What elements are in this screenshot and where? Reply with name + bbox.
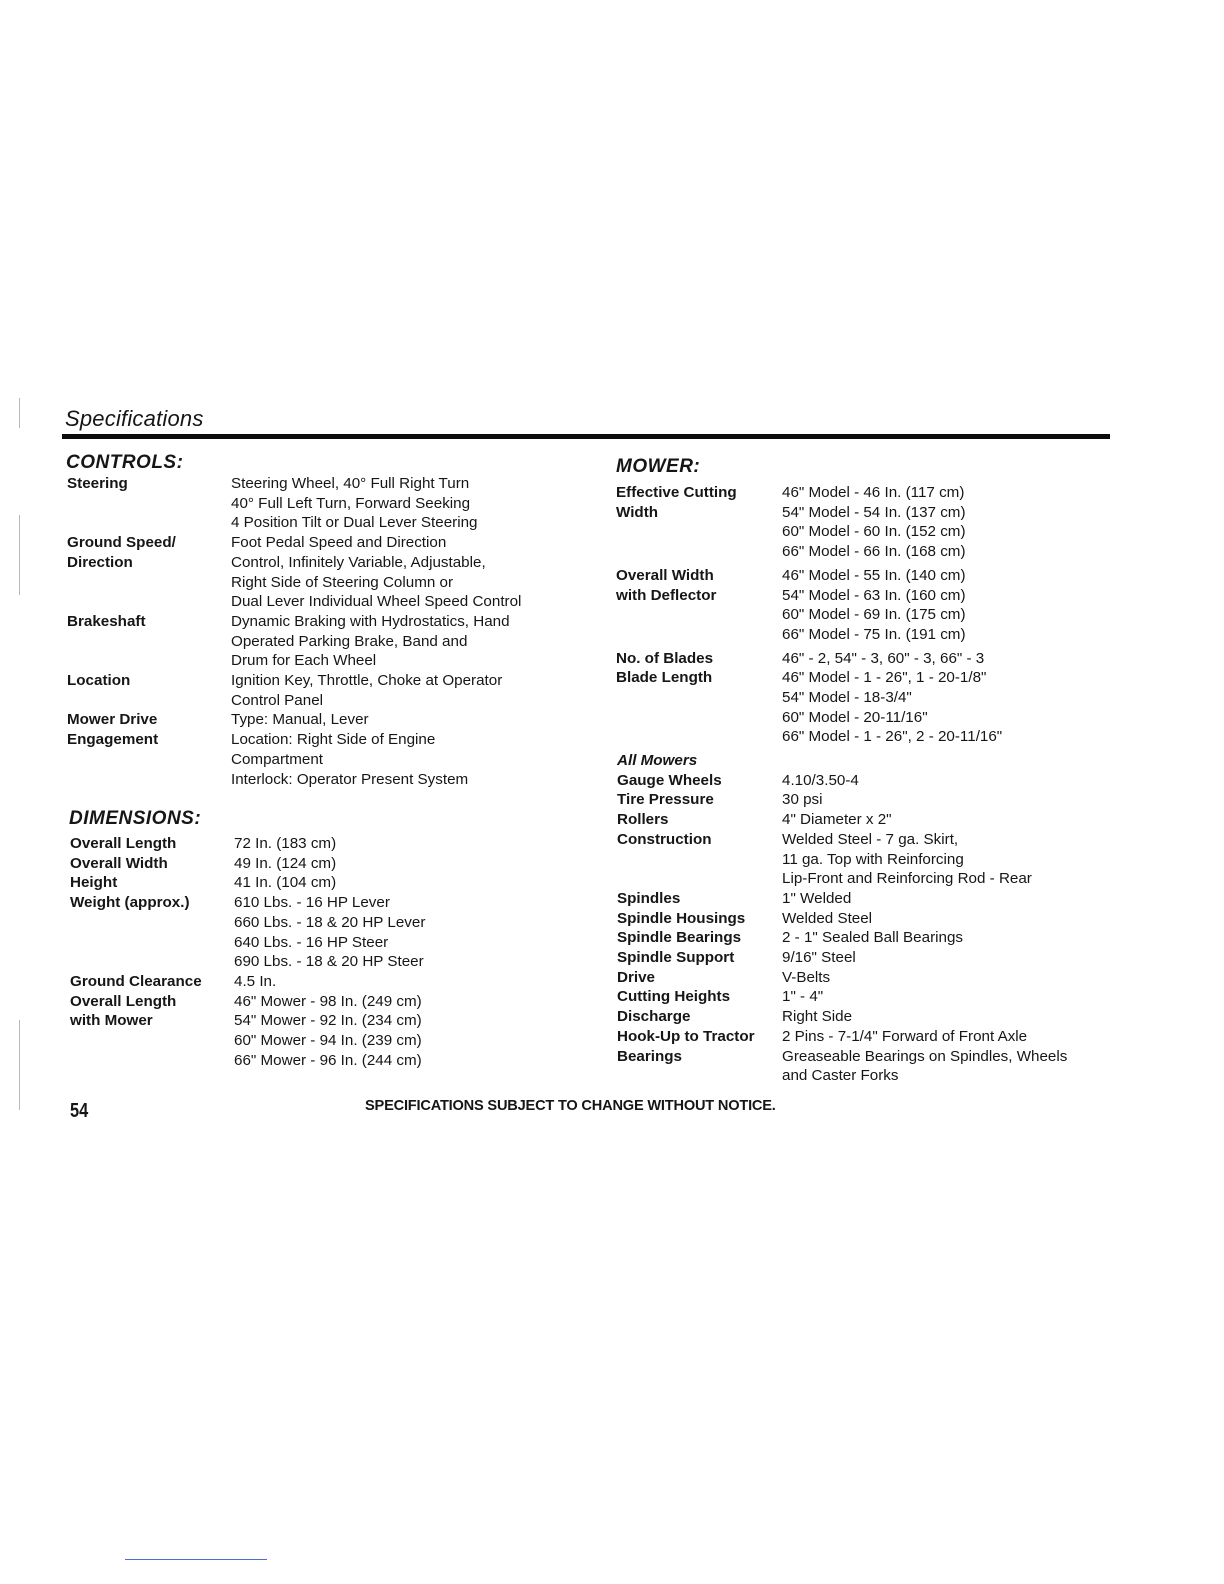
spec-value-line: 30 psi bbox=[782, 791, 823, 809]
spec-value-line: Right Side of Steering Column or bbox=[231, 573, 454, 591]
spec-value-line: 690 Lbs. - 18 & 20 HP Steer bbox=[234, 953, 424, 971]
spec-label bbox=[70, 834, 234, 854]
footer-note: SPECIFICATIONS SUBJECT TO CHANGE WITHOUT NOTICE. bbox=[365, 1098, 776, 1114]
spec-row bbox=[616, 668, 1002, 747]
spec-value-line: 9/16" Steel bbox=[782, 949, 856, 967]
spec-value-line: V-Belts bbox=[782, 968, 831, 986]
spec-value-line: Type: Manual, Lever bbox=[231, 711, 369, 729]
spec-value bbox=[231, 533, 521, 612]
spec-label-line: with Deflector bbox=[616, 586, 717, 604]
mower-rows bbox=[616, 483, 1002, 747]
spec-value-line: 640 Lbs. - 16 HP Steer bbox=[234, 933, 389, 951]
spec-value-line: Welded Steel - 7 ga. Skirt, bbox=[782, 830, 959, 848]
spec-value-line: 2 - 1" Sealed Ball Bearings bbox=[782, 929, 963, 947]
spec-label-line: Discharge bbox=[617, 1008, 691, 1026]
spec-label bbox=[70, 992, 234, 1071]
spec-label bbox=[617, 948, 782, 968]
spec-value-line: Welded Steel bbox=[782, 909, 873, 927]
spec-value bbox=[231, 671, 502, 710]
spec-label-line: Engagement bbox=[67, 731, 159, 749]
spec-value bbox=[782, 830, 1032, 889]
spec-label bbox=[616, 668, 782, 747]
spec-label-line: Overall Length bbox=[70, 835, 177, 852]
spec-value-line: 41 In. (104 cm) bbox=[234, 874, 337, 892]
spec-label bbox=[70, 893, 234, 972]
spec-row bbox=[617, 1047, 1067, 1086]
spec-value bbox=[782, 889, 851, 909]
spec-row bbox=[617, 889, 1067, 909]
spec-value bbox=[231, 612, 510, 671]
spec-value-line: Compartment bbox=[231, 750, 324, 768]
controls-heading: CONTROLS: bbox=[66, 452, 184, 473]
spec-value-line: Dynamic Braking with Hydrostatics, Hand bbox=[231, 612, 510, 630]
spec-row bbox=[617, 1027, 1067, 1047]
spec-row bbox=[617, 771, 1067, 791]
spec-label bbox=[617, 987, 782, 1007]
spec-row bbox=[617, 987, 1067, 1007]
spec-row bbox=[617, 928, 1067, 948]
all-mowers-table bbox=[617, 751, 1067, 1086]
title-rule bbox=[62, 434, 1110, 439]
spec-row bbox=[617, 830, 1067, 889]
spec-value bbox=[782, 771, 859, 791]
spec-row bbox=[67, 533, 521, 612]
spec-label-line: Overall Width bbox=[616, 566, 714, 584]
spec-value-line: 54" Model - 54 In. (137 cm) bbox=[782, 503, 966, 521]
spec-value-line: 2 Pins - 7-1/4" Forward of Front Axle bbox=[782, 1027, 1028, 1045]
spec-row bbox=[617, 948, 1067, 968]
spec-value bbox=[782, 566, 966, 645]
spec-value-line: Control Panel bbox=[231, 691, 324, 709]
spec-label bbox=[616, 566, 782, 645]
spec-label-line: Gauge Wheels bbox=[617, 771, 722, 789]
spec-value-line: 4" Diameter x 2" bbox=[782, 811, 892, 829]
spec-value bbox=[234, 834, 336, 854]
mower-heading: MOWER: bbox=[616, 456, 701, 477]
spec-value-line: 4 Position Tilt or Dual Lever Steering bbox=[231, 514, 478, 532]
spec-label bbox=[617, 771, 782, 791]
spec-value-line: Foot Pedal Speed and Direction bbox=[231, 534, 447, 552]
spec-label-line: Spindle Support bbox=[617, 949, 735, 967]
spec-value-line: 66" Model - 66 In. (168 cm) bbox=[782, 543, 966, 561]
spec-value-line: 1" - 4" bbox=[782, 988, 824, 1006]
spec-value bbox=[782, 790, 823, 810]
spec-label bbox=[70, 854, 234, 874]
spec-label-line: with Mower bbox=[70, 1012, 153, 1030]
spec-label-line: Mower Drive bbox=[67, 711, 158, 729]
spec-row bbox=[616, 649, 1002, 669]
spec-value-line: 46" - 2, 54" - 3, 60" - 3, 66" - 3 bbox=[782, 649, 985, 667]
spec-label-line: Drive bbox=[617, 968, 655, 986]
spec-value-line: 46" Mower - 98 In. (249 cm) bbox=[234, 992, 422, 1010]
spec-value-line: 72 In. (183 cm) bbox=[234, 835, 337, 852]
spec-label-line: Direction bbox=[67, 553, 133, 571]
spec-value-line: 1" Welded bbox=[782, 889, 852, 907]
spec-label bbox=[617, 889, 782, 909]
spec-value bbox=[782, 909, 872, 929]
bottom-link-line bbox=[125, 1559, 267, 1560]
spec-value-line: 40° Full Left Turn, Forward Seeking bbox=[231, 494, 471, 512]
margin-mark bbox=[19, 515, 20, 595]
spec-label-line: Blade Length bbox=[616, 669, 713, 687]
spec-row bbox=[70, 834, 425, 854]
spec-value-line: Interlock: Operator Present System bbox=[231, 770, 469, 788]
page-number: 54 bbox=[70, 1100, 89, 1122]
spec-value bbox=[782, 668, 1002, 747]
spec-value bbox=[782, 483, 966, 562]
spec-value-line: Lip-Front and Reinforcing Rod - Rear bbox=[782, 870, 1032, 888]
spec-value bbox=[234, 992, 422, 1071]
spec-row bbox=[617, 1007, 1067, 1027]
spec-value bbox=[782, 987, 823, 1007]
spec-label bbox=[67, 612, 231, 671]
spec-value-line: Greaseable Bearings on Spindles, Wheels bbox=[782, 1047, 1068, 1065]
spec-label-line: Cutting Heights bbox=[617, 988, 731, 1006]
spec-row bbox=[616, 483, 1002, 562]
spec-row bbox=[67, 612, 521, 671]
spec-row bbox=[70, 992, 425, 1071]
spec-row bbox=[67, 474, 521, 533]
controls-table bbox=[67, 474, 521, 789]
spec-value bbox=[231, 474, 478, 533]
spec-row bbox=[67, 710, 521, 789]
spec-value-line: Ignition Key, Throttle, Choke at Operator bbox=[231, 672, 503, 690]
all-mowers-heading: All Mowers bbox=[617, 752, 698, 769]
spec-value-line: 54" Model - 63 In. (160 cm) bbox=[782, 586, 966, 604]
spec-value bbox=[234, 893, 425, 972]
spec-label-line: Spindle Bearings bbox=[617, 929, 742, 947]
spec-row bbox=[617, 810, 1067, 830]
spec-value bbox=[234, 873, 336, 893]
spec-label-line: Overall Length bbox=[70, 992, 177, 1010]
spec-label-line: Effective Cutting bbox=[616, 484, 737, 501]
margin-mark bbox=[19, 398, 20, 428]
spec-label bbox=[617, 909, 782, 929]
spec-label bbox=[617, 1007, 782, 1027]
spec-row bbox=[617, 909, 1067, 929]
margin-mark bbox=[19, 1020, 20, 1110]
spec-value-line: 610 Lbs. - 16 HP Lever bbox=[234, 894, 390, 912]
spec-label-line: Spindles bbox=[617, 889, 681, 907]
spec-value-line: 4.10/3.50-4 bbox=[782, 771, 859, 789]
spec-value bbox=[782, 968, 830, 988]
spec-value-line: 11 ga. Top with Reinforcing bbox=[782, 850, 964, 868]
spec-row bbox=[70, 854, 425, 874]
spec-value-line: Steering Wheel, 40° Full Right Turn bbox=[231, 475, 470, 492]
dimensions-heading: DIMENSIONS: bbox=[69, 808, 202, 829]
spec-value-line: 66" Mower - 96 In. (244 cm) bbox=[234, 1051, 422, 1069]
spec-value-line: Right Side bbox=[782, 1008, 853, 1026]
spec-label-line: Bearings bbox=[617, 1047, 682, 1065]
spec-label-line: Rollers bbox=[617, 811, 669, 829]
spec-value bbox=[234, 972, 276, 992]
page-title: Specifications bbox=[65, 406, 204, 431]
spec-row bbox=[617, 968, 1067, 988]
spec-label-line: Ground Clearance bbox=[70, 972, 202, 990]
dimensions-rows bbox=[70, 834, 425, 1070]
spec-label bbox=[67, 671, 231, 710]
spec-label-line: Height bbox=[70, 874, 118, 892]
spec-label-line: Tire Pressure bbox=[617, 791, 714, 809]
spec-value bbox=[782, 928, 963, 948]
spec-label bbox=[67, 710, 231, 789]
spec-value-line: 66" Model - 75 In. (191 cm) bbox=[782, 625, 966, 643]
controls-rows bbox=[67, 474, 521, 789]
spec-value bbox=[234, 854, 336, 874]
spec-value-line: Drum for Each Wheel bbox=[231, 652, 377, 670]
spec-value-line: 4.5 In. bbox=[234, 972, 277, 990]
spec-value-line: 66" Model - 1 - 26", 2 - 20-11/16" bbox=[782, 728, 1003, 746]
spec-label bbox=[70, 873, 234, 893]
spec-label bbox=[617, 1027, 782, 1047]
spec-value-line: 54" Mower - 92 In. (234 cm) bbox=[234, 1012, 422, 1030]
spec-row bbox=[616, 566, 1002, 645]
spec-label bbox=[617, 928, 782, 948]
spec-label-line: No. of Blades bbox=[616, 649, 714, 667]
spec-value-line: Control, Infinitely Variable, Adjustable, bbox=[231, 553, 486, 571]
spec-value-line: Dual Lever Individual Wheel Speed Control bbox=[231, 593, 522, 611]
spec-label-line: Location bbox=[67, 672, 131, 690]
spec-value bbox=[782, 649, 984, 669]
spec-value-line: 60" Model - 69 In. (175 cm) bbox=[782, 606, 966, 624]
spec-value-line: Location: Right Side of Engine bbox=[231, 731, 436, 749]
all-mowers-rows bbox=[617, 771, 1067, 1086]
spec-label bbox=[67, 474, 231, 533]
spec-label bbox=[616, 483, 782, 562]
spec-label bbox=[617, 810, 782, 830]
spec-label bbox=[70, 972, 234, 992]
spec-value-line: 46" Model - 1 - 26", 1 - 20-1/8" bbox=[782, 669, 987, 687]
spec-label bbox=[616, 649, 782, 669]
spec-value-line: 49 In. (124 cm) bbox=[234, 854, 337, 872]
spec-label-line: Steering bbox=[67, 475, 128, 492]
spec-value-line: Operated Parking Brake, Band and bbox=[231, 632, 468, 650]
spec-label-line: Construction bbox=[617, 830, 712, 848]
spec-value-line: and Caster Forks bbox=[782, 1067, 899, 1085]
spec-label bbox=[617, 830, 782, 889]
spec-row bbox=[617, 790, 1067, 810]
spec-label-line: Weight (approx.) bbox=[70, 894, 190, 912]
spec-label bbox=[67, 533, 231, 612]
spec-label-line: Spindle Housings bbox=[617, 909, 746, 927]
spec-label-line: Ground Speed/ bbox=[67, 534, 176, 552]
mower-table bbox=[616, 483, 1002, 747]
spec-value-line: 46" Model - 55 In. (140 cm) bbox=[782, 566, 966, 584]
spec-label bbox=[617, 790, 782, 810]
spec-label bbox=[617, 1047, 782, 1086]
spec-row bbox=[67, 671, 521, 710]
spec-value bbox=[782, 1007, 852, 1027]
spec-label-line: Width bbox=[616, 503, 659, 521]
spec-label-line: Brakeshaft bbox=[67, 612, 146, 630]
spec-value-line: 54" Model - 18-3/4" bbox=[782, 689, 912, 707]
spec-value bbox=[782, 948, 856, 968]
dimensions-table bbox=[70, 834, 425, 1070]
spec-label bbox=[617, 968, 782, 988]
all-mowers-heading-row bbox=[617, 751, 1067, 771]
spec-value-line: 60" Mower - 94 In. (239 cm) bbox=[234, 1032, 422, 1050]
spec-row bbox=[70, 972, 425, 992]
spec-label-line: Hook-Up to Tractor bbox=[617, 1027, 755, 1045]
spec-value bbox=[782, 1027, 1027, 1047]
spec-value-line: 46" Model - 46 In. (117 cm) bbox=[782, 484, 965, 501]
spec-value-line: 60" Model - 20-11/16" bbox=[782, 708, 928, 726]
spec-label-line: Overall Width bbox=[70, 854, 168, 872]
spec-value bbox=[782, 1047, 1067, 1086]
spec-value bbox=[231, 710, 468, 789]
spec-value-line: 60" Model - 60 In. (152 cm) bbox=[782, 523, 966, 541]
spec-row bbox=[70, 893, 425, 972]
spec-value-line: 660 Lbs. - 18 & 20 HP Lever bbox=[234, 913, 426, 931]
spec-value bbox=[782, 810, 892, 830]
spec-row bbox=[70, 873, 425, 893]
